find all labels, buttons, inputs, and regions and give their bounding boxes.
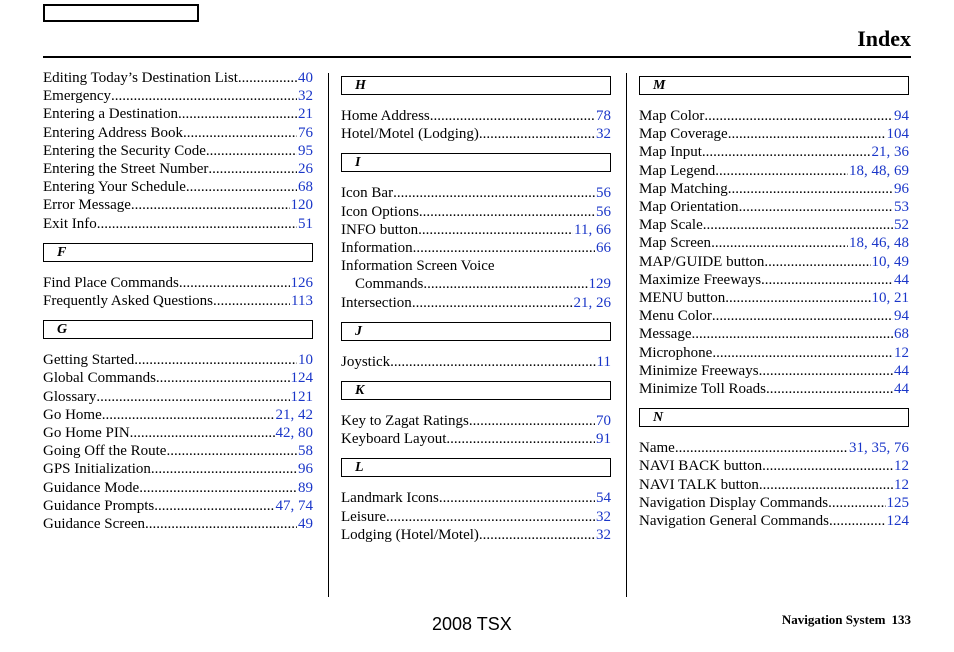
index-entry: [43, 142, 313, 160]
dot-leader: [766, 380, 893, 398]
index-entry: [43, 87, 313, 105]
entry-term: Keyboard Layout: [341, 431, 447, 448]
page-link[interactable]: 94: [894, 308, 909, 325]
entry-term: Map Screen: [639, 235, 712, 252]
entry-term: Map Coverage: [639, 126, 728, 143]
page-link[interactable]: 66: [596, 240, 611, 257]
entry-term: Error Message: [43, 197, 131, 214]
page-link[interactable]: 95: [298, 142, 313, 159]
index-entry: [43, 515, 313, 533]
page-link[interactable]: 89: [298, 479, 313, 496]
dot-leader: [131, 196, 290, 214]
entry-term: Find Place Commands: [43, 274, 179, 291]
entry-term: Navigation General Commands: [639, 513, 829, 530]
dot-leader: [386, 508, 595, 526]
dot-leader: [166, 442, 297, 460]
index-entry: [43, 178, 313, 196]
index-entry: [43, 196, 313, 214]
index-entry: [639, 180, 909, 198]
entry-term: Guidance Prompts: [43, 497, 155, 514]
dot-leader: [759, 362, 893, 380]
index-entry: [43, 69, 313, 87]
dot-leader: [761, 271, 893, 289]
page-link[interactable]: 21, 26: [573, 294, 611, 311]
dot-leader: [715, 162, 848, 180]
entry-term: Map Color: [639, 108, 705, 124]
section-header-g: G: [43, 320, 313, 339]
page-link[interactable]: 58: [298, 443, 313, 460]
section-header-h: H: [341, 76, 611, 95]
dot-leader: [151, 460, 297, 478]
dot-leader: [702, 143, 871, 161]
index-entry: [43, 497, 313, 515]
entry-term: Entering the Street Number: [43, 161, 209, 178]
index-entry: [639, 125, 909, 143]
entry-term: Key to Zagat Ratings: [341, 413, 469, 430]
index-entry: [341, 526, 611, 544]
page-link[interactable]: 10, 21: [871, 290, 909, 307]
dot-leader: [703, 216, 893, 234]
entry-term: Name: [639, 440, 675, 457]
dot-leader: [390, 353, 595, 371]
dot-leader: [762, 457, 893, 475]
entry-term: Icon Bar: [341, 185, 394, 202]
page-link[interactable]: 32: [596, 126, 611, 143]
entry-term: Entering Your Schedule: [43, 179, 186, 196]
index-entry: [341, 294, 611, 312]
entry-term: Minimize Freeways: [639, 362, 759, 379]
index-entry: [43, 369, 313, 387]
entry-term: Go Home: [43, 406, 102, 423]
entry-term: Frequently Asked Questions: [43, 293, 213, 310]
page-link[interactable]: 124: [290, 370, 313, 387]
page-link[interactable]: 44: [894, 381, 909, 398]
dot-leader: [446, 430, 595, 448]
index-entry: [43, 160, 313, 178]
page-link[interactable]: 68: [894, 326, 909, 343]
entry-term: Getting Started: [43, 352, 135, 369]
index-entry: [43, 388, 313, 406]
index-column-3: [639, 76, 909, 530]
index-entry: [43, 424, 313, 442]
vehicle-model: 2008 TSX: [432, 614, 512, 634]
page-link[interactable]: 40: [298, 70, 313, 86]
section-header-n: N: [639, 408, 909, 427]
entry-term: Navigation Display Commands: [639, 494, 829, 511]
entry-term: Editing Today’s Destination List: [43, 70, 238, 86]
entry-term: Minimize Toll Roads: [639, 381, 767, 398]
entry-term: Intersection: [341, 294, 412, 311]
index-entry: [341, 412, 611, 430]
index-entry: [639, 307, 909, 325]
dot-leader: [423, 275, 587, 293]
page-link[interactable]: 10, 49: [871, 253, 909, 270]
entry-term: Information: [341, 240, 413, 257]
entry-term: Exit Info: [43, 215, 97, 232]
index-entry: [43, 406, 313, 424]
dot-leader: [206, 142, 297, 160]
entry-term: Glossary: [43, 388, 97, 405]
entry-term: Map Scale: [639, 217, 703, 234]
dot-leader: [183, 124, 297, 142]
entry-term: Guidance Mode: [43, 479, 140, 496]
dot-leader: [111, 87, 297, 105]
dot-leader: [479, 526, 595, 544]
page-link[interactable]: 42, 80: [275, 425, 313, 442]
page-title: Index: [857, 26, 911, 51]
index-entry: [43, 105, 313, 123]
dot-leader: [238, 69, 297, 87]
page-link[interactable]: 70: [596, 413, 611, 430]
dot-leader: [704, 107, 893, 125]
page-link[interactable]: 26: [298, 161, 313, 178]
entry-term: MAP/GUIDE button: [639, 253, 765, 270]
entry-term: Going Off the Route: [43, 443, 167, 460]
entry-term: Hotel/Motel (Lodging): [341, 126, 479, 143]
page-link[interactable]: 32: [596, 526, 611, 543]
entry-term: Map Input: [639, 144, 702, 161]
index-entry: [639, 107, 909, 125]
page-link[interactable]: 78: [596, 108, 611, 124]
dot-leader: [418, 221, 573, 239]
dot-leader: [213, 292, 290, 310]
dot-leader: [711, 234, 848, 252]
page-link[interactable]: 21: [298, 106, 313, 123]
entry-term: Emergency: [43, 88, 112, 105]
dot-leader: [393, 184, 595, 202]
index-entry: [639, 216, 909, 234]
page-link[interactable]: 18, 46, 48: [849, 235, 909, 252]
index-entry: [639, 476, 909, 494]
page-link[interactable]: 52: [894, 217, 909, 234]
page-link[interactable]: 120: [290, 197, 313, 214]
entry-term: Entering the Security Code: [43, 142, 206, 159]
index-entry: [639, 253, 909, 271]
page-link[interactable]: 21, 42: [275, 406, 313, 423]
dot-leader: [728, 180, 893, 198]
entry-term: Map Legend: [639, 162, 716, 179]
entry-term: Commands: [355, 276, 424, 293]
page-link[interactable]: 11, 66: [574, 221, 611, 238]
index-entry: [341, 107, 611, 125]
section-header-l: L: [341, 458, 611, 477]
index-entry: [639, 271, 909, 289]
index-entry: [43, 479, 313, 497]
section-header-i: I: [341, 153, 611, 172]
index-entry: [43, 292, 313, 310]
column-divider: [626, 73, 627, 597]
page-link[interactable]: 104: [886, 126, 909, 143]
index-column-1: [43, 69, 313, 533]
page-link[interactable]: 44: [894, 271, 909, 288]
dot-leader: [759, 476, 893, 494]
section-header-f: F: [43, 243, 313, 262]
page-link[interactable]: 31, 35, 76: [849, 440, 909, 457]
entry-term: NAVI BACK button: [639, 458, 763, 475]
index-entry: [639, 325, 909, 343]
dot-leader: [134, 351, 297, 369]
entry-term: Guidance Screen: [43, 516, 146, 533]
index-entry: [639, 143, 909, 161]
page-link[interactable]: 11: [596, 353, 611, 370]
index-entry: [43, 124, 313, 142]
index-entry: [341, 125, 611, 143]
dot-leader: [178, 105, 297, 123]
dot-leader: [139, 479, 297, 497]
page-link[interactable]: 126: [290, 274, 313, 291]
page-link[interactable]: 12: [894, 458, 909, 475]
dot-leader: [96, 388, 289, 406]
entry-term: Leisure: [341, 508, 386, 525]
dot-leader: [725, 289, 870, 307]
dot-leader: [412, 294, 573, 312]
page-link[interactable]: 96: [894, 180, 909, 197]
index-entry: [341, 275, 611, 293]
dot-leader: [728, 125, 886, 143]
entry-term: Lodging (Hotel/Motel): [341, 526, 479, 543]
index-entry: [43, 215, 313, 233]
page-link[interactable]: 124: [886, 513, 909, 530]
page-link[interactable]: 113: [291, 293, 313, 310]
page-link[interactable]: 76: [298, 124, 313, 141]
page-link[interactable]: 91: [596, 431, 611, 448]
dot-leader: [692, 325, 894, 343]
page-link[interactable]: 56: [596, 185, 611, 202]
dot-leader: [739, 198, 893, 216]
dot-leader: [439, 489, 595, 507]
dot-leader: [154, 497, 274, 515]
dot-leader: [430, 107, 595, 125]
page-number: 133: [891, 612, 911, 627]
section-header-m: M: [639, 76, 909, 95]
section-header-k: K: [341, 381, 611, 400]
index-entry: [341, 430, 611, 448]
page-link[interactable]: 68: [298, 179, 313, 196]
entry-term: Landmark Icons: [341, 490, 439, 507]
page-link[interactable]: 10: [298, 352, 313, 369]
index-entry: [341, 489, 611, 507]
index-entry: [639, 162, 909, 180]
index-entry: [341, 353, 611, 371]
index-entry: [639, 198, 909, 216]
dot-leader: [479, 125, 595, 143]
section-header-j: J: [341, 322, 611, 341]
page-link[interactable]: 96: [298, 461, 313, 478]
dot-leader: [764, 253, 870, 271]
index-entry: [43, 351, 313, 369]
page-link[interactable]: 32: [298, 88, 313, 105]
dot-leader: [208, 160, 297, 178]
entry-term: Menu Color: [639, 308, 712, 325]
dot-leader: [145, 515, 297, 533]
index-entry: [341, 221, 611, 239]
entry-term: Microphone: [639, 344, 713, 361]
dot-leader: [413, 239, 595, 257]
index-entry: [639, 234, 909, 252]
dot-leader: [156, 369, 290, 387]
dot-leader: [675, 439, 848, 457]
page-link[interactable]: 47, 74: [275, 497, 313, 514]
dot-leader: [469, 412, 595, 430]
entry-term: Go Home PIN: [43, 425, 130, 442]
entry-term: Map Matching: [639, 180, 728, 197]
entry-term: Message: [639, 326, 692, 343]
page-link[interactable]: 12: [894, 344, 909, 361]
entry-term: GPS Initialization: [43, 461, 151, 478]
column-divider: [328, 73, 329, 597]
page-link[interactable]: 18, 48, 69: [849, 162, 909, 179]
page-link[interactable]: 49: [298, 516, 313, 533]
page-link[interactable]: 54: [596, 490, 611, 507]
footer-section: [782, 612, 911, 628]
page-link[interactable]: 53: [894, 199, 909, 216]
dot-leader: [130, 424, 275, 442]
entry-term: MENU button: [639, 290, 726, 307]
index-entry: [341, 239, 611, 257]
page-link[interactable]: 125: [886, 494, 909, 511]
entry-term: Joystick: [341, 353, 391, 370]
entry-term: Home Address: [341, 108, 430, 124]
footer-section-label: Navigation System: [781, 612, 886, 627]
page-link[interactable]: 51: [298, 215, 313, 232]
entry-term: Entering a Destination: [43, 106, 178, 123]
index-entry: [639, 362, 909, 380]
index-entry: [639, 289, 909, 307]
page-link[interactable]: 121: [290, 388, 313, 405]
page-link[interactable]: 56: [596, 203, 611, 220]
dot-leader: [179, 274, 290, 292]
header-rule: [43, 56, 911, 58]
dot-leader: [828, 494, 885, 512]
index-entry: [639, 439, 909, 457]
entry-term: INFO button: [341, 221, 419, 238]
index-entry: [639, 512, 909, 530]
index-entry: [341, 184, 611, 202]
index-entry: [341, 257, 611, 275]
page-link[interactable]: 32: [596, 508, 611, 525]
index-column-2: [341, 76, 611, 544]
entry-term: Entering Address Book: [43, 124, 183, 141]
header-box: [43, 4, 199, 22]
dot-leader: [419, 203, 595, 221]
index-entry: [639, 494, 909, 512]
dot-leader: [712, 344, 893, 362]
entry-term: Information Screen Voice: [341, 258, 495, 275]
page-link[interactable]: 129: [588, 276, 611, 293]
index-entry: [43, 442, 313, 460]
entry-term: Maximize Freeways: [639, 271, 762, 288]
page-link[interactable]: 21, 36: [871, 144, 909, 161]
entry-term: NAVI TALK button: [639, 476, 759, 493]
index-entry: [341, 508, 611, 526]
dot-leader: [102, 406, 275, 424]
entry-term: Icon Options: [341, 203, 419, 220]
dot-leader: [97, 215, 297, 233]
dot-leader: [829, 512, 886, 530]
index-entry: [341, 203, 611, 221]
index-entry: [639, 344, 909, 362]
page-link[interactable]: 44: [894, 362, 909, 379]
dot-leader: [186, 178, 297, 196]
page-link[interactable]: 12: [894, 476, 909, 493]
page-link[interactable]: 94: [894, 108, 909, 124]
entry-term: Global Commands: [43, 370, 156, 387]
index-entry: [639, 457, 909, 475]
index-entry: [639, 380, 909, 398]
index-entry: [43, 460, 313, 478]
dot-leader: [712, 307, 893, 325]
index-entry: [43, 274, 313, 292]
entry-term: Map Orientation: [639, 199, 739, 216]
